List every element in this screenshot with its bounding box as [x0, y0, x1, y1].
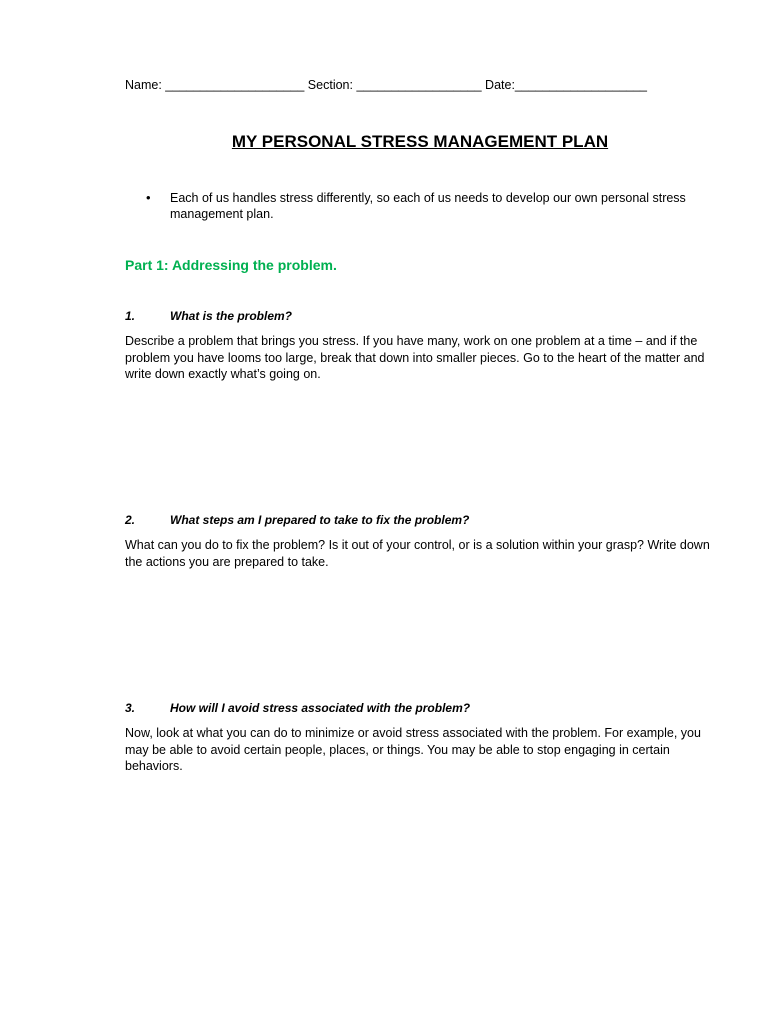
part-1-heading: Part 1: Addressing the problem. — [125, 257, 337, 273]
bullet-dot-icon: • — [146, 190, 151, 205]
page-title: MY PERSONAL STRESS MANAGEMENT PLAN — [231, 132, 609, 151]
question-2-number: 2. — [125, 513, 136, 527]
question-2-title: What steps am I prepared to take to fix the problem? — [170, 513, 470, 527]
question-1-body: Describe a problem that brings you stress. If you have many, work on one problem at a time – and if the problem you have looms too large, break that down into smaller pieces. Go to the heart of the matter and write down exactly what’s going on. — [125, 334, 705, 381]
intro-bullet-text: Each of us handles stress differently, so each of us needs to develop our own personal stress management plan. — [170, 191, 686, 221]
question-2-body: What can you do to fix the problem? Is it out of your control, or is a solution within your grasp? Write down the actions you are prepared to take. — [125, 538, 710, 569]
question-3-number: 3. — [125, 701, 136, 715]
question-3-body: Now, look at what you can do to minimize or avoid stress associated with the problem. For example, you may be able to avoid certain people, places, or things. You may be able to stop engaging in certain behaviors. — [125, 726, 701, 773]
question-3-title: How will I avoid stress associated with the problem? — [170, 701, 471, 715]
question-1-number: 1. — [125, 309, 136, 323]
name-section-date-line: Name: ____________________ Section: __________________ Date:___________________ — [125, 78, 648, 92]
question-1-title: What is the problem? — [170, 309, 293, 323]
